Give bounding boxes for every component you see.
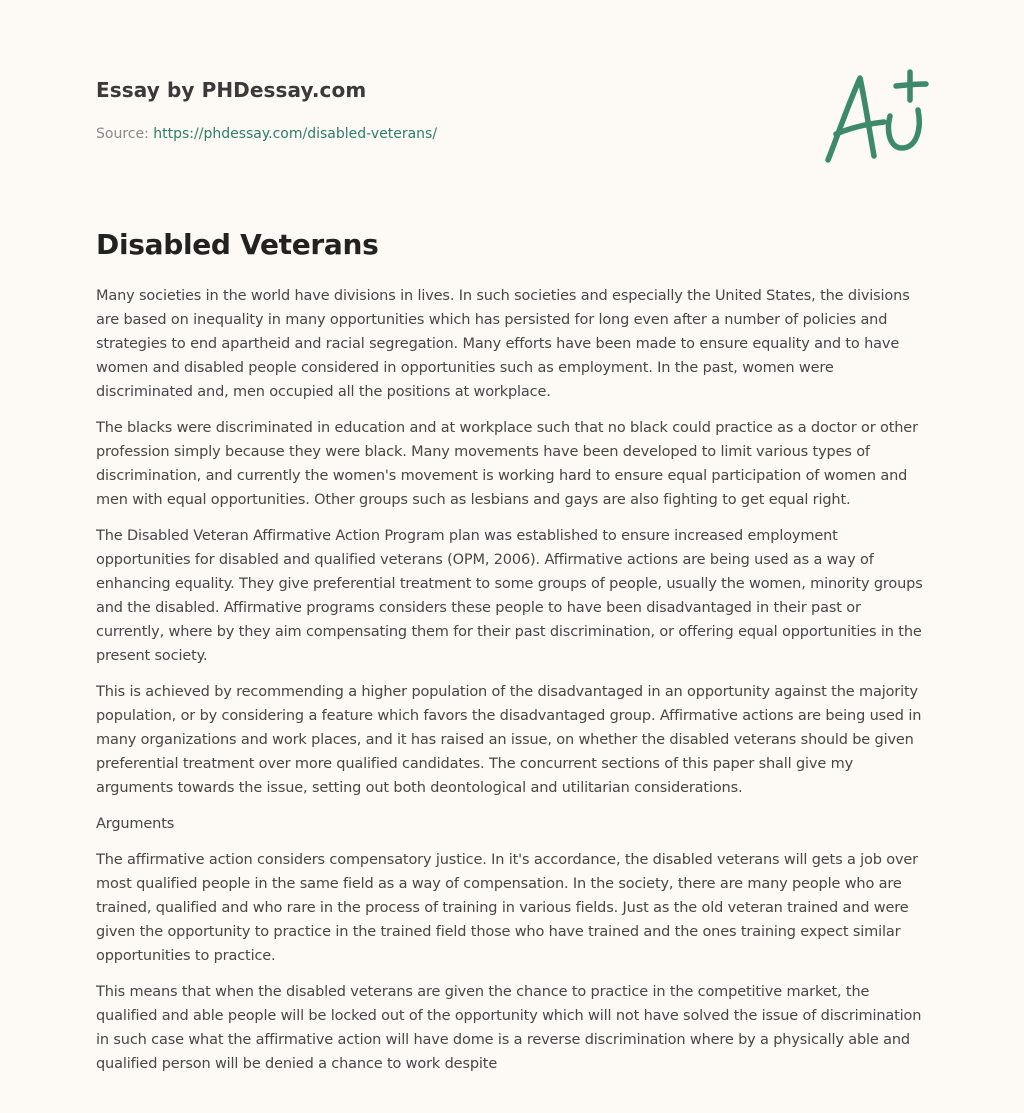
essay-paragraph: The affirmative action considers compensatory justice. In it's accordance, the disabled veterans will gets a job over most qualified people in the same field as a way of compensation. In the society, there are many people who are trained, qualified and who rare in the process of training in various fields. Just as the old veteran trained and were given the opportunity to practice in the trained field those who have trained and the ones training expect similar opportunities to practice. xyxy=(96,852,918,964)
essay-title: Disabled Veterans xyxy=(96,228,379,261)
source-label: Source: xyxy=(96,126,149,142)
essay-paragraph: This means that when the disabled veterans are given the chance to practice in the competitive market, the qualified and able people will be locked out of the opportunity which will not have solved the issue of discrimination in such case what the affirmative action will have dome is a reverse discrimination where by a physically able and qualified person will be denied a chance to work despite xyxy=(96,984,922,1072)
essay-paragraph: The blacks were discriminated in education and at workplace such that no black could practice as a doctor or other profession simply because they were black. Many movements have been developed to limit various types of discrimination, and currently the women's movement is working hard to ensure equal participation of women and men with equal opportunities. Other groups such as lesbians and gays are also fighting to get equal right. xyxy=(96,420,918,508)
essay-paragraph: This is achieved by recommending a higher population of the disadvantaged in an opportunity against the majority population, or by considering a feature which favors the disadvantaged group. Affirmative actions are being used in many organizations and work places, and it has raised an issue, on whether the disabled veterans should be given preferential treatment over more qualified candidates. The concurrent sections of this paper shall give my arguments towards the issue, setting out both deontological and utilitarian considerations. xyxy=(96,684,922,796)
source-line xyxy=(96,124,736,144)
essay-body xyxy=(96,284,932,1088)
a-plus-grade-logo xyxy=(818,64,930,168)
essay-paragraph: Many societies in the world have divisions in lives. In such societies and especially the United States, the divisions are based on inequality in many opportunities which has persisted for long even after a number of policies and strategies to end apartheid and racial segregation. Many efforts have been made to ensure equality and to have women and disabled people considered in opportunities such as employment. In the past, women were discriminated and, men occupied all the positions at workplace. xyxy=(96,288,910,400)
a-plus-grade-icon xyxy=(818,64,930,168)
source-link[interactable]: https://phdessay.com/disabled-veterans/ xyxy=(153,126,438,142)
section-heading-arguments: Arguments xyxy=(96,816,175,832)
site-header xyxy=(96,76,736,144)
essay-paragraph: The Disabled Veteran Affirmative Action Program plan was established to ensure increased employment opportunities for disabled and qualified veterans (OPM, 2006). Affirmative actions are being used as a way of enhancing equality. They give preferential treatment to some groups of people, usually the women, minority groups and the disabled. Affirmative programs considers these people to have been disadvantaged in their past or currently, where by they aim compensating them for their past discrimination, or offering equal opportunities in the present society. xyxy=(96,528,923,664)
site-title: Essay by PHDessay.com xyxy=(96,78,367,102)
